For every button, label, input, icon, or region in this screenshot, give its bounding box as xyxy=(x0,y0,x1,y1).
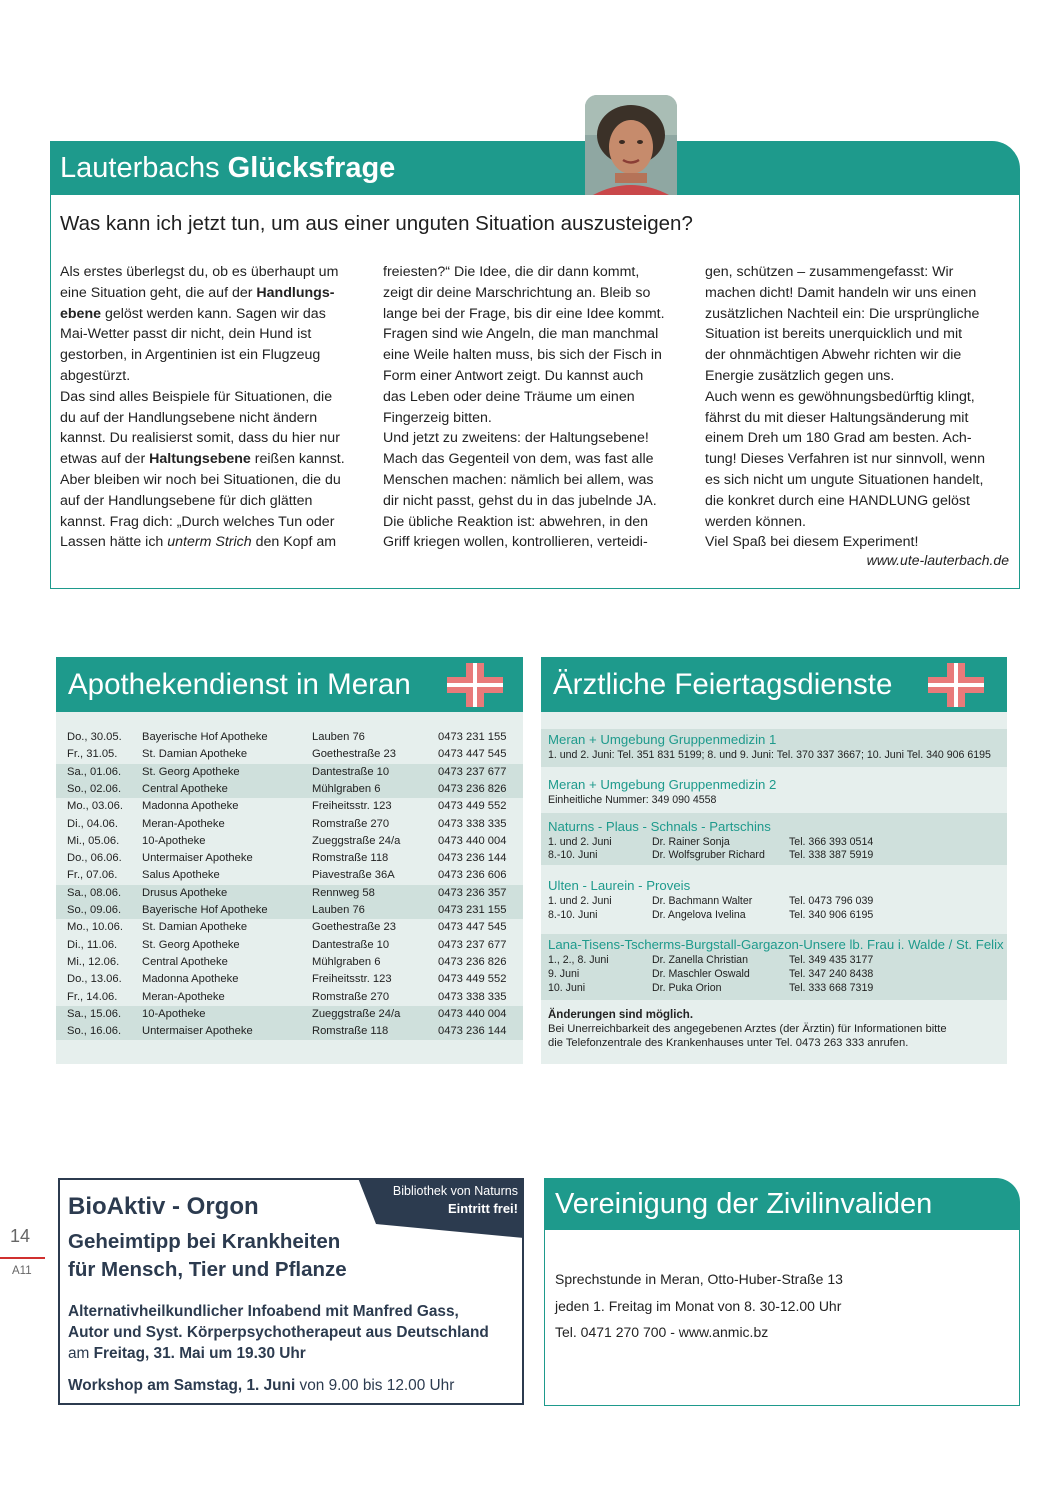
table-row xyxy=(56,902,523,919)
aerzte-block-gruppenmedizin-2: Meran + Umgebung Gruppenmedizin 2 Einheitliche Nummer: 349 090 4558 xyxy=(548,777,777,806)
bioaktiv-title: BioAktiv - Orgon xyxy=(68,1193,259,1220)
author-portrait xyxy=(585,95,677,195)
cell-pharmacy-name: Untermaiser Apotheke xyxy=(142,852,253,865)
bioaktiv-info-line-1: Alternativheilkundlicher Infoabend mit Manfred Gass, xyxy=(68,1303,459,1320)
banner-location: Bibliothek von Naturns xyxy=(392,1184,518,1198)
cell-phone: 0473 236 144 xyxy=(438,852,507,865)
cell-phone: 0473 237 677 xyxy=(438,938,507,951)
cell-address: Dantestraße 10 xyxy=(312,765,390,778)
cell-date: So., 16.06. xyxy=(67,1025,122,1038)
cell-phone: 0473 231 155 xyxy=(438,904,507,916)
cell-phone: 0473 338 335 xyxy=(438,817,507,830)
cell-phone: 0473 447 545 xyxy=(438,748,507,761)
cell-phone: 0473 449 552 xyxy=(438,973,507,986)
gluecksfrage-question: Was kann ich jetzt tun, um aus einer unguten Situation auszusteigen? xyxy=(60,212,693,235)
cell-phone: 0473 231 155 xyxy=(438,731,507,743)
table-row xyxy=(56,919,523,936)
cell-date: Sa., 01.06. xyxy=(67,765,122,778)
aerzte-title: Ärztliche Feiertagsdienste xyxy=(553,668,893,701)
pharmacy-cross-icon xyxy=(447,663,503,707)
aerzte-block-gruppenmedizin-1: Meran + Umgebung Gruppenmedizin 1 1. und 2. Juni: Tel. 351 831 5199; 8. und 9. Juni: Tel. 370 337 3667; 10. Juni Tel. 340 906 6195 xyxy=(541,729,1007,767)
cell-phone: 0473 440 004 xyxy=(438,1007,507,1020)
page-number: 14 xyxy=(10,1226,31,1246)
table-row xyxy=(56,954,523,971)
cell-date: Sa., 15.06. xyxy=(67,1007,122,1020)
cell-address: Dantestraße 10 xyxy=(312,938,390,951)
cell-pharmacy-name: St. Damian Apotheke xyxy=(142,748,248,761)
cell-date: Mo., 03.06. xyxy=(67,800,123,813)
cell-address: Lauben 76 xyxy=(312,731,365,743)
table-row xyxy=(56,989,523,1006)
cell-address: Romstraße 118 xyxy=(312,852,389,865)
zivilinvaliden-header xyxy=(544,1178,1020,1230)
cell-address: Goethestraße 23 xyxy=(312,748,396,761)
article-column-1: Als erstes überlegst du, ob es überhaupt um eine Situation geht, die auf der Handlungs- ebene gelöst werden kann. Sagen wir das Mai-Wetter passt dir nicht, dein Hund ist gestorben, in Argentinien ist ein Flugzeug abgestürzt. Das sind alles Beispiele für Situationen, die du auf der Handlungsebene nicht ändern kannst. Du realisierst somit, dass du hier nur etwas auf der Haltungsebene reißen kannst. Aber bleiben wir noch bei Situationen, die du auf der Handlungsebene für dich glätten kannst. Frag dich: „Durch welches Tun oder Lassen hätte ich unterm Strich den Kopf am xyxy=(60,264,345,551)
cell-pharmacy-name: Drusus Apotheke xyxy=(142,886,228,899)
cell-date: Sa., 08.06. xyxy=(67,886,122,899)
table-row xyxy=(56,816,523,833)
cell-phone: 0473 237 677 xyxy=(438,765,507,778)
article-column-3: gen, schützen – zusammengefasst: Wir machen dicht! Damit handeln wir uns einen zusätzlichen Nachteil ein: Die ursprüngliche Situation ist bereits unerquicklich und mit der ohnmächtigen Abwehr richten wir die Energie zusätzlich gegen uns. Auch wenn es gewöhnungsbedürftig klingt, fährst du mit dieser Haltungsänderung mit einem Dreh um 180 Grad am besten. Ach- tung! Dieses Verfahren ist nur sinnvoll, wenn es sich nicht um ungute Situationen handelt, die konkret durch eine HANDLUNG gelöst werden können. Viel Spaß bei diesem Experiment! xyxy=(705,264,985,551)
cell-address: Zueggstraße 24/a xyxy=(312,1007,401,1020)
aerzte-note-line-2: die Telefonzentrale des Krankenhauses unter Tel. 0473 263 333 anrufen. xyxy=(548,1037,909,1049)
cell-date: Do., 13.06. xyxy=(67,973,122,986)
cell-date: Do., 30.05. xyxy=(67,731,122,743)
page-number-divider xyxy=(0,1257,45,1259)
cell-pharmacy-name: Meran-Apotheke xyxy=(142,990,225,1003)
zivilinvaliden-contact: Tel. 0471 270 700 - www.anmic.bz xyxy=(555,1324,769,1340)
table-row xyxy=(56,867,523,884)
cell-address: Zueggstraße 24/a xyxy=(312,834,401,847)
cell-date: Mi., 05.06. xyxy=(67,834,120,847)
cell-address: Goethestraße 23 xyxy=(312,921,396,934)
gluecksfrage-title: Lauterbachs Glücksfrage xyxy=(60,152,396,184)
zivilinvaliden-title: Vereinigung der Zivilinvaliden xyxy=(555,1188,933,1220)
cell-date: Mi., 12.06. xyxy=(67,955,120,968)
table-row xyxy=(56,746,523,763)
cell-phone: 0473 236 144 xyxy=(438,1025,507,1038)
cell-pharmacy-name: St. Damian Apotheke xyxy=(142,921,248,934)
table-row xyxy=(56,1006,523,1023)
cell-pharmacy-name: Madonna Apotheke xyxy=(142,800,239,813)
apotheke-title: Apothekendienst in Meran xyxy=(68,668,411,701)
article-column-2: freiesten?“ Die Idee, die dir dann kommt, zeigt dir deine Marschrichtung an. Bleib so lange bei der Frage, bis dir eine Idee kommt. Fragen sind wie Angeln, die man manchmal eine Weile halten muss, bis sich der Fisch in Form einer Antwort zeigt. Du kannst auch das Leben oder deine Träume um einen Fingerzeig bitten. Und jetzt zu zweitens: der Haltungsebene! Mach das Gegenteil von dem, was fast alle Menschen machen: nämlich bei allem, was dir nicht passt, gehst du in das jubelnde JA. Die übliche Reaktion ist: abwehren, in den Griff kriegen wollen, kontrollieren, verteidi- xyxy=(383,264,665,551)
medical-cross-icon xyxy=(928,663,984,707)
cell-date: Fr., 31.05. xyxy=(67,748,118,761)
aerzte-note-line-1: Bei Unerreichbarkeit des angegebenen Arztes (der Ärztin) für Informationen bitte xyxy=(548,1023,947,1035)
cell-phone: 0473 236 826 xyxy=(438,782,507,795)
cell-pharmacy-name: Central Apotheke xyxy=(142,782,228,795)
cell-address: Mühlgraben 6 xyxy=(312,955,381,968)
cell-address: Romstraße 270 xyxy=(312,990,390,1003)
cell-date: Do., 06.06. xyxy=(67,852,122,865)
table-row xyxy=(56,798,523,815)
table-row xyxy=(56,729,523,746)
aerzte-note-title: Änderungen sind möglich. xyxy=(548,1009,694,1021)
cell-date: Di., 11.06. xyxy=(67,938,118,951)
zivilinvaliden-box xyxy=(544,1228,1020,1406)
cell-pharmacy-name: 10-Apotheke xyxy=(142,1007,206,1020)
bioaktiv-date: am Freitag, 31. Mai um 19.30 Uhr xyxy=(68,1345,306,1362)
cell-phone: 0473 338 335 xyxy=(438,990,507,1003)
cell-phone: 0473 236 826 xyxy=(438,955,507,968)
cell-pharmacy-name: St. Georg Apotheke xyxy=(142,938,240,951)
cell-pharmacy-name: Meran-Apotheke xyxy=(142,817,225,830)
table-row xyxy=(56,764,523,781)
cell-address: Freiheitsstr. 123 xyxy=(312,800,392,813)
cell-date: Fr., 07.06. xyxy=(67,869,118,882)
table-row xyxy=(56,937,523,954)
cell-phone: 0473 236 606 xyxy=(438,869,507,882)
cell-pharmacy-name: Untermaiser Apotheke xyxy=(142,1025,253,1038)
table-row xyxy=(56,850,523,867)
cell-pharmacy-name: Bayerische Hof Apotheke xyxy=(142,731,268,743)
cell-date: Mo., 10.06. xyxy=(67,921,123,934)
cell-address: Freiheitsstr. 123 xyxy=(312,973,392,986)
cell-address: Romstraße 270 xyxy=(312,817,390,830)
page-code: A11 xyxy=(12,1265,32,1277)
aerzte-block-ulten: Ulten - Laurein - Proveis 1. und 2. Juni Dr. Bachmann Walter Tel. 0473 796 039 8.-10. Juni Dr. Angelova Ivelina Tel. 340 906 6195 xyxy=(548,878,874,921)
cell-date: So., 02.06. xyxy=(67,782,122,795)
bioaktiv-banner xyxy=(358,1178,524,1238)
table-row xyxy=(56,781,523,798)
cell-pharmacy-name: Central Apotheke xyxy=(142,955,228,968)
cell-date: So., 09.06. xyxy=(67,904,122,916)
table-row xyxy=(56,971,523,988)
cell-date: Fr., 14.06. xyxy=(67,990,118,1003)
cell-pharmacy-name: 10-Apotheke xyxy=(142,834,206,847)
cell-pharmacy-name: Salus Apotheke xyxy=(142,869,220,882)
aerzte-block-lana: Lana-Tisens-Tscherms-Burgstall-Gargazon-Unsere lb. Frau i. Walde / St. Felix 1., 2., 8. Juni Dr. Zanella Christian Tel. 349 435 3177 9. Juni Dr. Maschler Oswald Tel. 347 240 8438 10. Juni Dr. Puka Orion Tel. 333 668 7319 xyxy=(541,934,1007,1000)
cell-date: Di., 04.06. xyxy=(67,817,118,830)
cell-address: Piavestraße 36A xyxy=(312,869,395,882)
author-website-link[interactable]: www.ute-lauterbach.de xyxy=(866,552,1009,568)
banner-free-entry: Eintritt frei! xyxy=(447,1201,518,1216)
cell-pharmacy-name: Bayerische Hof Apotheke xyxy=(142,904,268,916)
cell-phone: 0473 440 004 xyxy=(438,834,507,847)
bioaktiv-info-line-2: Autor und Syst. Körperpsychotherapeut aus Deutschland xyxy=(68,1324,489,1341)
cell-address: Rennweg 58 xyxy=(312,886,375,899)
cell-pharmacy-name: Madonna Apotheke xyxy=(142,973,239,986)
aerzte-block-naturns: Naturns - Plaus - Schnals - Partschins 1. und 2. Juni Dr. Rainer Sonja Tel. 366 393 0514 8.-10. Juni Dr. Wolfsgruber Richard Tel. 338 387 5919 xyxy=(541,813,1007,865)
zivilinvaliden-hours: jeden 1. Freitag im Monat von 8. 30-12.00 Uhr xyxy=(555,1298,842,1314)
cell-phone: 0473 447 545 xyxy=(438,921,507,934)
cell-phone: 0473 449 552 xyxy=(438,800,507,813)
zivilinvaliden-address: Sprechstunde in Meran, Otto-Huber-Straße 13 xyxy=(555,1271,843,1287)
table-row xyxy=(56,885,523,902)
cell-pharmacy-name: St. Georg Apotheke xyxy=(142,765,240,778)
table-row xyxy=(56,1023,523,1040)
bioaktiv-subtitle: Geheimtipp bei Krankheiten für Mensch, Tier und Pflanze xyxy=(68,1230,347,1281)
cell-address: Romstraße 118 xyxy=(312,1025,389,1038)
cell-address: Mühlgraben 6 xyxy=(312,782,381,795)
table-row xyxy=(56,833,523,850)
bioaktiv-workshop: Workshop am Samstag, 1. Juni von 9.00 bis 12.00 Uhr xyxy=(68,1377,455,1394)
cell-phone: 0473 236 357 xyxy=(438,886,507,899)
cell-address: Lauben 76 xyxy=(312,904,365,916)
